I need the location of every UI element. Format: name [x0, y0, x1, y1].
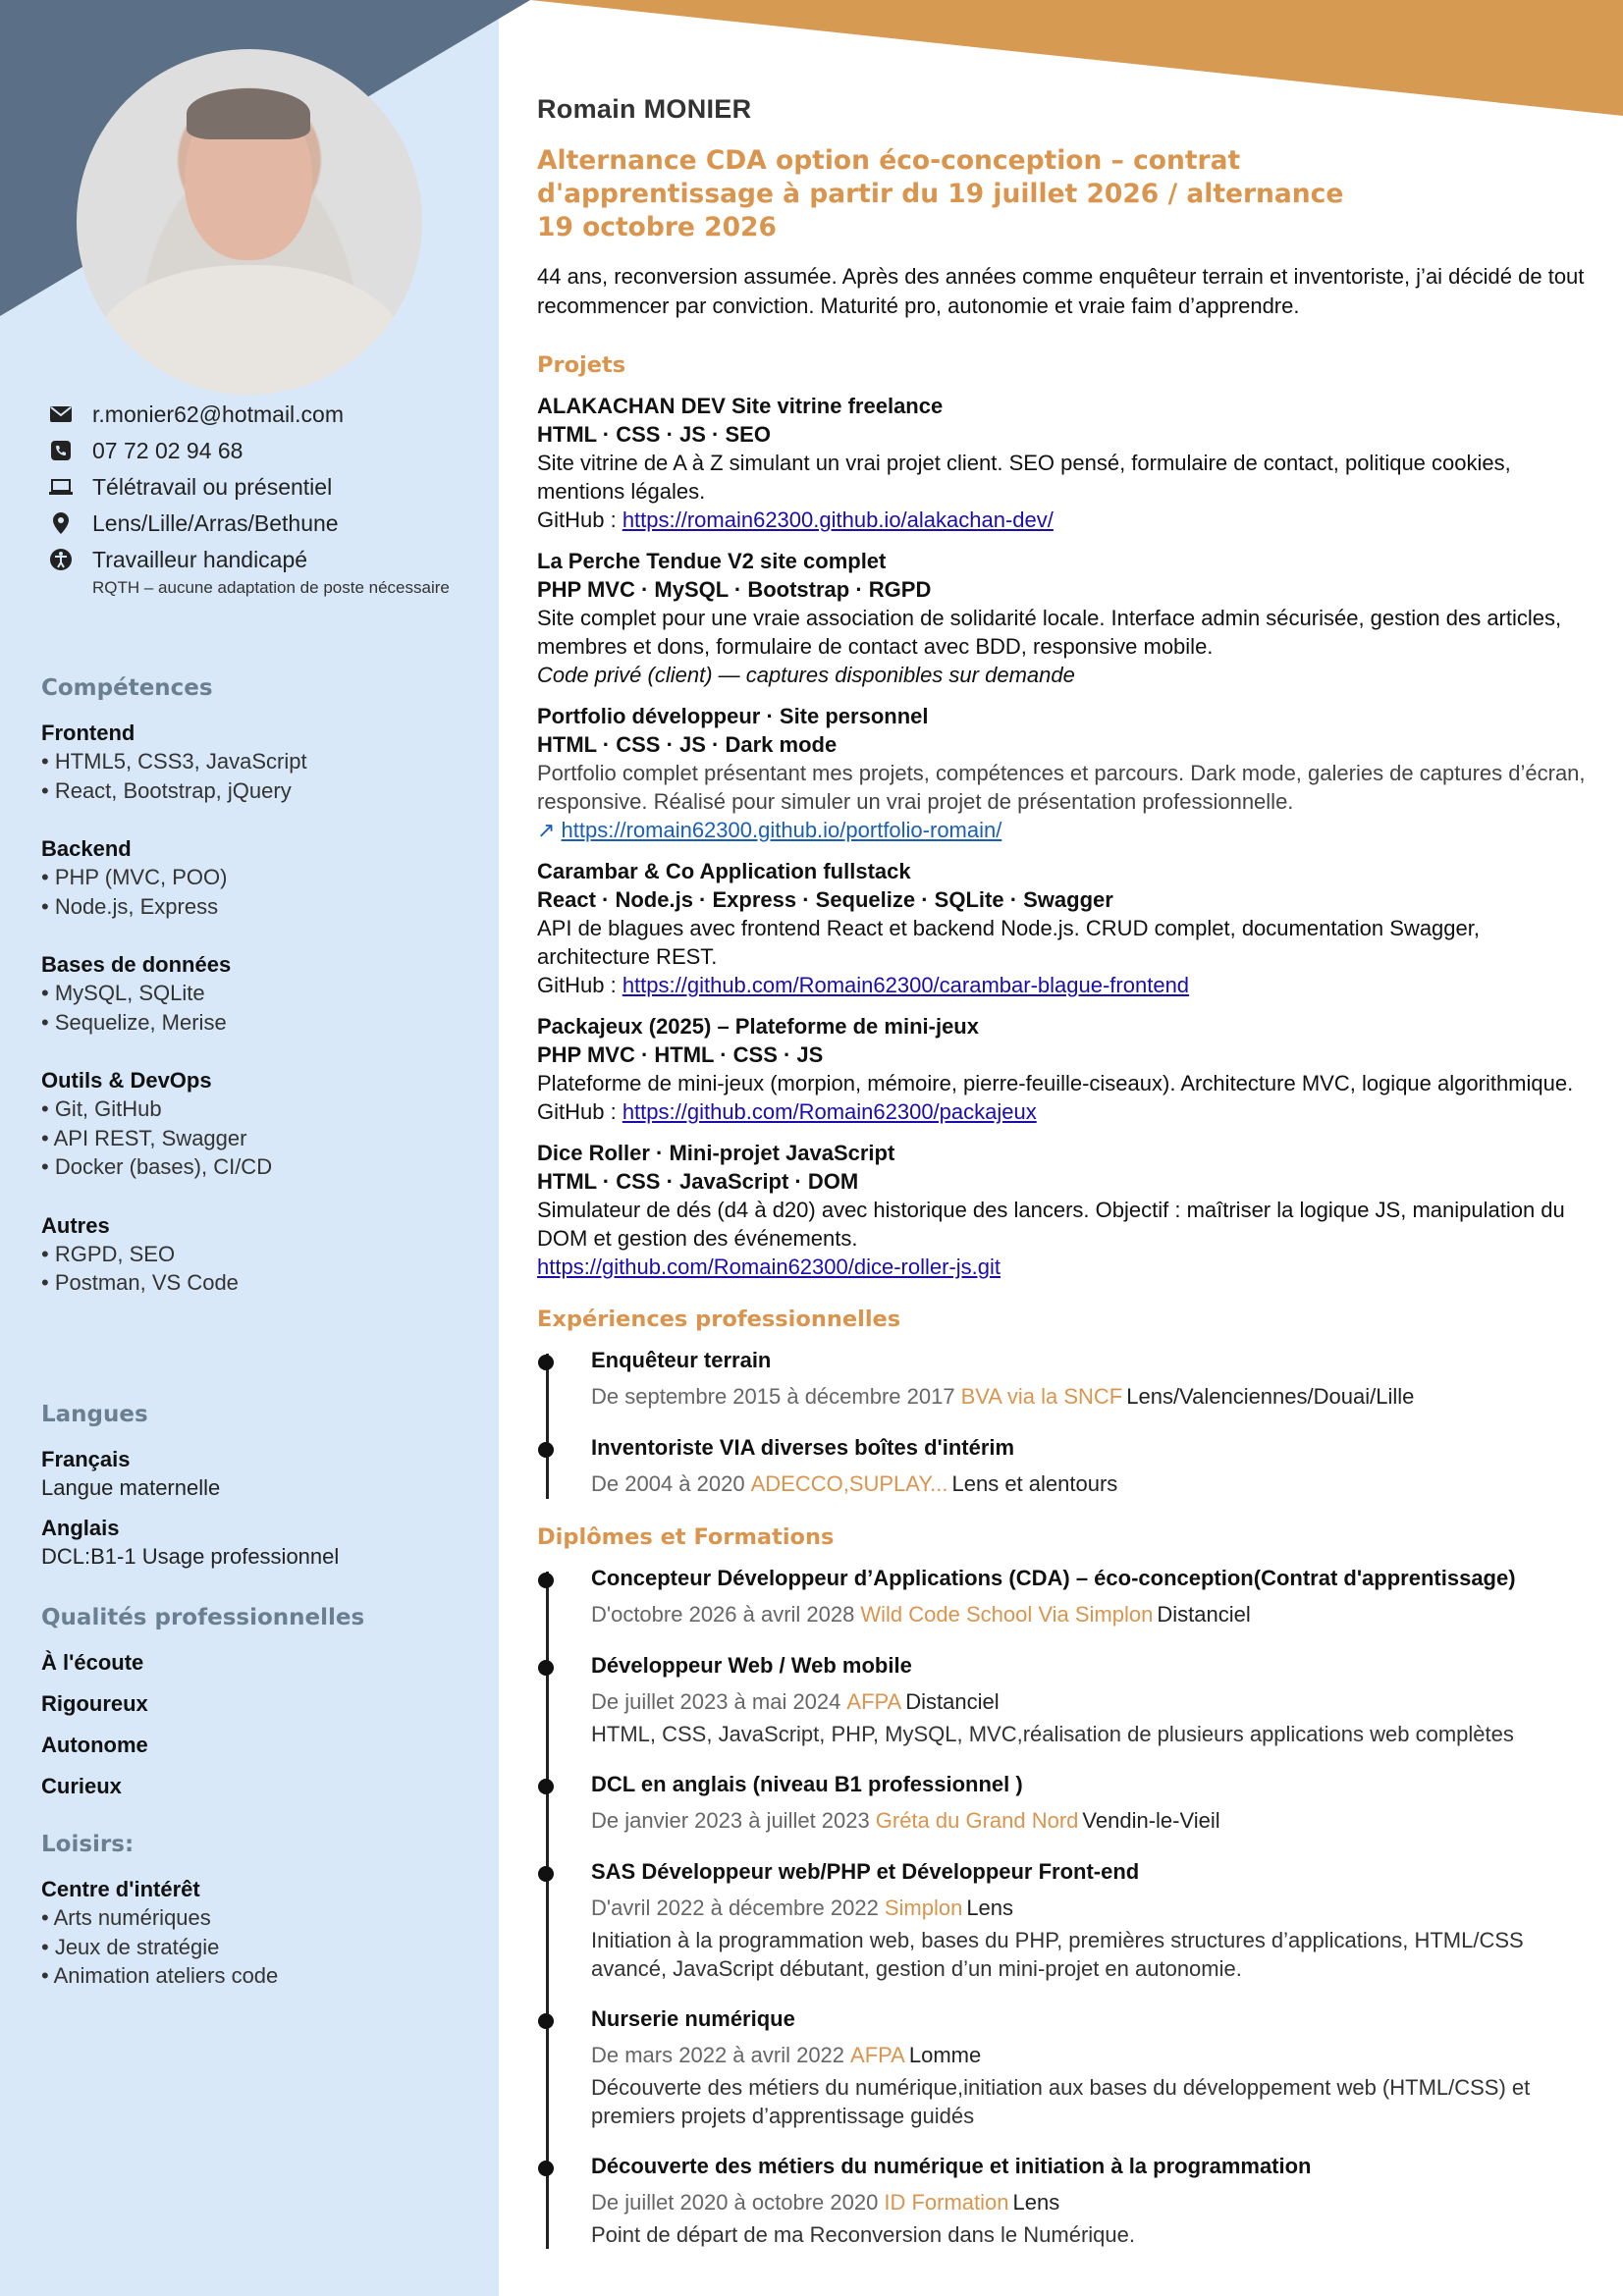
- contact-location: [41, 509, 473, 537]
- qualities-section: [41, 1605, 473, 1813]
- skills-group-title: Bases de données: [41, 952, 232, 977]
- location-text: Lens/Lille/Arras/Bethune: [92, 510, 339, 536]
- project-link[interactable]: https://romain62300.github.io/portfolio-romain/: [561, 818, 1002, 842]
- skill-item: • Docker (bases), CI/CD: [41, 1154, 273, 1179]
- experience-timeline: [537, 1346, 1588, 1499]
- education-timeline: [537, 1564, 1588, 2249]
- skill-item: • PHP (MVC, POO): [41, 865, 228, 889]
- project-tech: HTML · CSS · JavaScript · DOM: [537, 1169, 859, 1194]
- project-tech: HTML · CSS · JS · Dark mode: [537, 732, 838, 757]
- experience-title-text: Inventoriste VIA diverses boîtes d'intérim: [591, 1435, 1015, 1460]
- skills-backend: [41, 834, 473, 921]
- project-title: ALAKACHAN DEV Site vitrine freelance: [537, 394, 944, 418]
- location: Vendin-le-Vieil: [1082, 1808, 1220, 1833]
- project-item: [537, 392, 1588, 534]
- handicap-note: RQTH – aucune adaptation de poste nécessaire: [92, 578, 450, 597]
- location: Lens: [966, 1896, 1014, 1920]
- education-item: [591, 1564, 1588, 1629]
- timeline-dot: [538, 2013, 554, 2029]
- timeline-dot: [538, 1660, 554, 1676]
- skill-item: • RGPD, SEO: [41, 1241, 176, 1266]
- hobbies-section: [41, 1832, 473, 1991]
- skills-databases: [41, 950, 473, 1037]
- location: Distanciel: [905, 1689, 1000, 1714]
- location: Lens/Valenciennes/Douai/Lille: [1126, 1384, 1415, 1409]
- education-item: [591, 2004, 1588, 2130]
- hobbies-group-title: Centre d'intérêt: [41, 1877, 200, 1901]
- skill-item: • Postman, VS Code: [41, 1270, 239, 1295]
- organization: BVA via la SNCF: [960, 1384, 1123, 1409]
- skills-title: Compétences: [41, 675, 213, 701]
- organization: ID Formation: [884, 2190, 1009, 2215]
- location: Distanciel: [1157, 1602, 1251, 1627]
- education-meta: [591, 1600, 1588, 1629]
- project-description: Simulateur de dés (d4 à d20) avec historique des lancers. Objectif : maîtriser la logique JS, manipulation du DOM et gestion des événements.: [537, 1198, 1565, 1251]
- skills-group-title: Frontend: [41, 721, 135, 745]
- experience-meta: [591, 1469, 1588, 1499]
- education-item: [591, 1651, 1588, 1748]
- language-level: Langue maternelle: [41, 1475, 221, 1500]
- email-text[interactable]: r.monier62@hotmail.com: [92, 401, 344, 427]
- location: Lens et alentours: [951, 1471, 1118, 1496]
- link-prefix: GitHub :: [537, 973, 622, 997]
- experience-item: [591, 1433, 1588, 1499]
- quality-item: Curieux: [41, 1774, 122, 1798]
- dates: De juillet 2023 à mai 2024: [591, 1689, 841, 1714]
- dates: De janvier 2023 à juillet 2023: [591, 1808, 870, 1833]
- education-description: HTML, CSS, JavaScript, PHP, MySQL, MVC,réalisation de plusieurs applications web complètes: [591, 1722, 1514, 1746]
- project-description: Site vitrine de A à Z simulant un vrai projet client. SEO pensé, formulaire de contact, politique cookies, mentions légales.: [537, 451, 1511, 504]
- project-tech: React · Node.js · Express · Sequelize · SQLite · Swagger: [537, 887, 1113, 912]
- education-description: Point de départ de ma Reconversion dans le Numérique.: [591, 2222, 1135, 2247]
- project-link[interactable]: https://github.com/Romain62300/dice-roller-js.git: [537, 1255, 1001, 1279]
- education-meta: [591, 1687, 1588, 1717]
- experience-title: Expériences professionnelles: [537, 1307, 901, 1332]
- dates: De septembre 2015 à décembre 2017: [591, 1384, 955, 1409]
- organization: Wild Code School Via Simplon: [860, 1602, 1154, 1627]
- candidate-name: Romain MONIER: [537, 94, 752, 124]
- skill-item: • API REST, Swagger: [41, 1125, 247, 1150]
- project-item: [537, 702, 1588, 844]
- dates: D'octobre 2026 à avril 2028: [591, 1602, 855, 1627]
- work-mode-text: Télétravail ou présentiel: [92, 474, 333, 500]
- skills-section: [41, 675, 473, 1327]
- skill-item: • Git, GitHub: [41, 1096, 162, 1121]
- project-description: Site complet pour une vraie association de solidarité locale. Interface admin sécurisée, gestion des articles, membres et dons, formulaire de contact avec BDD, responsive mobile.: [537, 606, 1562, 659]
- experience-title-text: Enquêteur terrain: [591, 1348, 772, 1372]
- external-link-icon: ↗: [537, 818, 562, 842]
- organization: AFPA: [846, 1689, 902, 1714]
- education-meta: [591, 2041, 1588, 2070]
- hobby-item: • Animation ateliers code: [41, 1963, 279, 1988]
- language-name: Anglais: [41, 1516, 120, 1540]
- organization: Simplon: [884, 1896, 963, 1920]
- dates: De mars 2022 à avril 2022: [591, 2043, 845, 2067]
- timeline-dot: [538, 2161, 554, 2176]
- skill-item: • React, Bootstrap, jQuery: [41, 777, 292, 803]
- project-title: Packajeux (2025) – Plateforme de mini-jeux: [537, 1014, 979, 1039]
- link-prefix: GitHub :: [537, 1099, 622, 1124]
- education-title-text: SAS Développeur web/PHP et Développeur Front-end: [591, 1859, 1140, 1884]
- education-title-text: Concepteur Développeur d’Applications (CDA) – éco-conception(Contrat d'apprentissage): [591, 1566, 1516, 1590]
- project-title: Dice Roller · Mini-projet JavaScript: [537, 1141, 895, 1165]
- laptop-icon: [41, 473, 81, 501]
- contact-email: [41, 400, 473, 428]
- skills-group-title: Backend: [41, 836, 132, 861]
- languages-title: Langues: [41, 1402, 148, 1427]
- project-tech: PHP MVC · MySQL · Bootstrap · RGPD: [537, 577, 932, 602]
- contact-handicap: [41, 546, 473, 602]
- profile-photo: [77, 49, 422, 395]
- project-link[interactable]: https://github.com/Romain62300/carambar-blague-frontend: [622, 973, 1190, 997]
- project-link[interactable]: https://github.com/Romain62300/packajeux: [622, 1099, 1037, 1124]
- education-item: [591, 1770, 1588, 1836]
- skills-group-title: Autres: [41, 1212, 110, 1238]
- project-tech: HTML · CSS · JS · SEO: [537, 422, 771, 447]
- contact-list: [41, 400, 473, 611]
- mail-icon: [41, 400, 81, 428]
- skills-tools: [41, 1066, 473, 1182]
- timeline-dot: [538, 1866, 554, 1882]
- education-title-text: DCL en anglais (niveau B1 professionnel ): [591, 1772, 1023, 1796]
- timeline-dot: [538, 1573, 554, 1588]
- skill-item: • HTML5, CSS3, JavaScript: [41, 749, 307, 774]
- location: Lomme: [908, 2043, 982, 2067]
- dates: De juillet 2020 à octobre 2020: [591, 2190, 879, 2215]
- organization: Gréta du Grand Nord: [875, 1808, 1079, 1833]
- education-item: [591, 1857, 1588, 1983]
- education-item: [591, 2152, 1588, 2249]
- contact-phone: [41, 437, 473, 464]
- skill-item: • Node.js, Express: [41, 893, 219, 919]
- education-title-text: Découverte des métiers du numérique et initiation à la programmation: [591, 2154, 1312, 2178]
- hobby-item: • Jeux de stratégie: [41, 1934, 220, 1959]
- quality-item: À l'écoute: [41, 1650, 144, 1675]
- handicap-text: Travailleur handicapé: [92, 547, 308, 572]
- link-prefix: GitHub :: [537, 507, 622, 532]
- timeline-dot: [538, 1442, 554, 1458]
- project-title: Portfolio développeur · Site personnel: [537, 704, 929, 728]
- education-description: Initiation à la programmation web, bases du PHP, premières structures d’applications, HTML/CSS avancé, JavaScript débutant, gestion d’un mini-projet en autonomie.: [591, 1928, 1524, 1981]
- languages-section: [41, 1402, 473, 1582]
- education-title-text: Nurserie numérique: [591, 2006, 795, 2031]
- education-meta: [591, 2188, 1588, 2217]
- project-note: Code privé (client) — captures disponibles sur demande: [537, 663, 1075, 687]
- project-title: La Perche Tendue V2 site complet: [537, 549, 887, 573]
- phone-icon: [41, 437, 81, 464]
- accessibility-icon: [41, 546, 81, 573]
- project-link[interactable]: https://romain62300.github.io/alakachan-dev/: [622, 507, 1054, 532]
- project-item: [537, 1139, 1588, 1281]
- skills-frontend: [41, 719, 473, 805]
- location-pin-icon: [41, 509, 81, 537]
- job-headline: Alternance CDA option éco-conception – contrat d'apprentissage à partir du 19 juillet 2026 / alternance 19 octobre 2026: [537, 145, 1344, 242]
- education-title-text: Développeur Web / Web mobile: [591, 1653, 912, 1678]
- education-meta: [591, 1894, 1588, 1923]
- project-description: API de blagues avec frontend React et backend Node.js. CRUD complet, documentation Swagger, architecture REST.: [537, 916, 1480, 969]
- project-tech: PHP MVC · HTML · CSS · JS: [537, 1042, 824, 1067]
- education-description: Découverte des métiers du numérique,initiation aux bases du développement web (HTML/CSS) et premiers projets d’apprentissage guidés: [591, 2075, 1531, 2128]
- quality-item: Rigoureux: [41, 1691, 148, 1716]
- education-meta: [591, 1806, 1588, 1836]
- project-item: [537, 1012, 1588, 1126]
- experience-meta: [591, 1382, 1588, 1412]
- contact-work-mode: [41, 473, 473, 501]
- project-title: Carambar & Co Application fullstack: [537, 859, 911, 883]
- skill-item: • Sequelize, Merise: [41, 1009, 227, 1035]
- organization: AFPA: [850, 2043, 905, 2067]
- hobby-item: • Arts numériques: [41, 1905, 211, 1930]
- main-column: [537, 91, 1588, 2249]
- hobbies-title: Loisirs:: [41, 1832, 135, 1857]
- experience-item: [591, 1346, 1588, 1412]
- dates: De 2004 à 2020: [591, 1471, 745, 1496]
- dates: D'avril 2022 à décembre 2022: [591, 1896, 879, 1920]
- organization: ADECCO,SUPLAY...: [750, 1471, 948, 1496]
- project-item: [537, 547, 1588, 689]
- language-name: Français: [41, 1447, 131, 1471]
- project-description: Portfolio complet présentant mes projets, compétences et parcours. Dark mode, galeries de captures d’écran, responsive. Réalisé pour simuler un vrai projet de présentation professionnelle.: [537, 761, 1586, 814]
- language-level: DCL:B1-1 Usage professionnel: [41, 1544, 340, 1569]
- projects-title: Projets: [537, 352, 626, 378]
- timeline-dot: [538, 1355, 554, 1370]
- skills-other: [41, 1211, 473, 1298]
- timeline-dot: [538, 1779, 554, 1794]
- skill-item: • MySQL, SQLite: [41, 981, 205, 1005]
- qualities-title: Qualités professionnelles: [41, 1605, 365, 1630]
- project-item: [537, 857, 1588, 999]
- project-description: Plateforme de mini-jeux (morpion, mémoire, pierre-feuille-ciseaux). Architecture MVC, logique algorithmique.: [537, 1071, 1574, 1095]
- skills-group-title: Outils & DevOps: [41, 1068, 212, 1093]
- quality-item: Autonome: [41, 1733, 148, 1757]
- intro-text: 44 ans, reconversion assumée. Après des années comme enquêteur terrain et inventoriste, j’ai décidé de tout recommencer par conviction. Maturité pro, autonomie et vraie faim d’apprendre.: [537, 264, 1585, 318]
- phone-text[interactable]: 07 72 02 94 68: [92, 438, 243, 463]
- education-title: Diplômes et Formations: [537, 1524, 835, 1550]
- location: Lens: [1012, 2190, 1060, 2215]
